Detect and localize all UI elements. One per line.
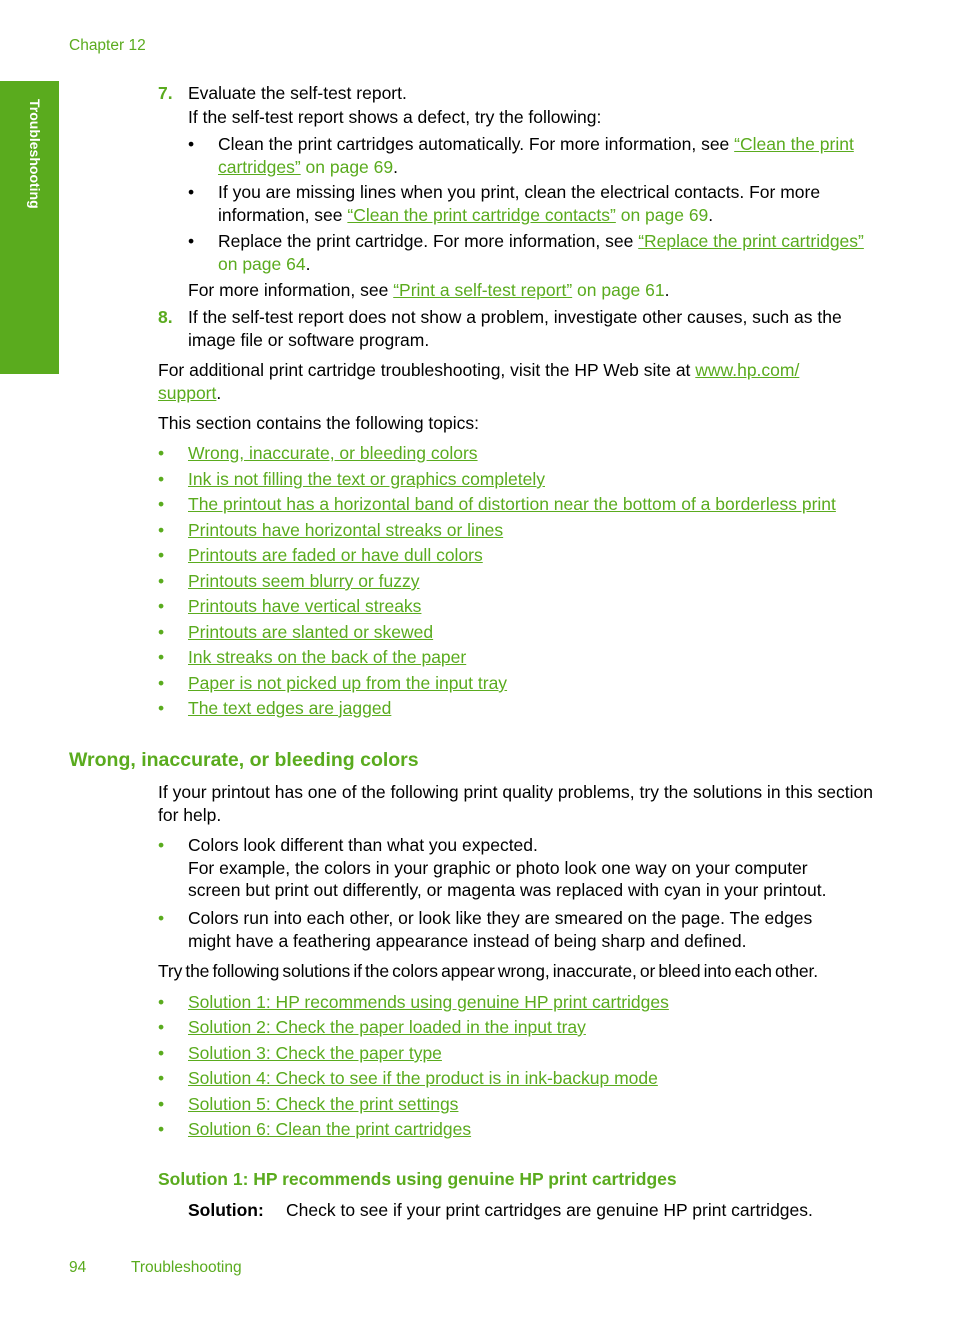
step-number: 8. xyxy=(158,307,173,327)
topic-link[interactable]: Printouts seem blurry or fuzzy xyxy=(188,571,420,591)
sub-heading: Solution 1: HP recommends using genuine HP print cartridges xyxy=(158,1169,677,1189)
step-text: If the self-test report does not show a problem, investigate other causes, such as the image file or software program. xyxy=(188,307,842,350)
bullet: • xyxy=(158,1017,165,1037)
link-hp-support[interactable]: www.hp.com/ xyxy=(695,360,800,380)
bullet: • xyxy=(158,1119,165,1139)
topic-link[interactable]: Printouts have horizontal streaks or lines xyxy=(188,520,504,540)
bullet: • xyxy=(158,469,165,489)
bullet-text: Replace the print cartridge. For more information, see “Replace the print cartridges” on page 64. xyxy=(218,231,864,274)
try-text: Try the following solutions if the colors appear wrong, inaccurate, or bleed into each other. xyxy=(158,961,818,981)
bullet: • xyxy=(158,1094,165,1114)
bullet: • xyxy=(158,908,165,928)
web-paragraph: For additional print cartridge troubleshooting, visit the HP Web site at www.hp.com/ support. xyxy=(158,360,800,403)
bullet: • xyxy=(158,596,165,616)
solution-link[interactable]: Solution 4: Check to see if the product is in ink-backup mode xyxy=(188,1068,658,1088)
solution-link[interactable]: Solution 6: Clean the print cartridges xyxy=(188,1119,472,1139)
side-tab xyxy=(0,81,59,374)
bullet: • xyxy=(158,494,165,514)
topic-link[interactable]: The text edges are jagged xyxy=(188,698,392,718)
topic-link[interactable]: Wrong, inaccurate, or bleeding colors xyxy=(188,443,478,463)
bullet: • xyxy=(158,622,165,642)
topic-link[interactable]: Ink streaks on the back of the paper xyxy=(188,647,467,667)
solution-link[interactable]: Solution 2: Check the paper loaded in the input tray xyxy=(188,1017,586,1037)
solution-link[interactable]: Solution 5: Check the print settings xyxy=(188,1094,459,1114)
topic-link[interactable]: Ink is not filling the text or graphics completely xyxy=(188,469,545,489)
bullet: • xyxy=(158,698,165,718)
bullet: • xyxy=(158,673,165,693)
topics-intro: This section contains the following topics: xyxy=(158,413,479,433)
footer-title: Troubleshooting xyxy=(131,1259,242,1276)
step-intro: If the self-test report shows a defect, try the following: xyxy=(188,107,602,127)
problem-item: Colors look different than what you expected. For example, the colors in your graphic or photo look one way on your computer screen but print out differently, or magenta was replaced with cyan in your printout. xyxy=(188,835,827,900)
section-heading: Wrong, inaccurate, or bleeding colors xyxy=(69,749,419,771)
chapter-label: Chapter 12 xyxy=(69,37,146,54)
bullet: • xyxy=(188,231,195,251)
topic-link[interactable]: The printout has a horizontal band of distortion near the bottom of a borderless print xyxy=(188,494,836,514)
bullet: • xyxy=(158,992,165,1012)
page-number: 94 xyxy=(69,1259,87,1276)
topic-link[interactable]: Printouts have vertical streaks xyxy=(188,596,422,616)
link-hp-support-2[interactable]: support xyxy=(158,382,217,403)
step-number: 7. xyxy=(158,83,173,103)
topic-link[interactable]: Printouts are faded or have dull colors xyxy=(188,545,483,565)
link-clean-cartridges[interactable]: “Clean the print cartridges” xyxy=(218,134,854,177)
solution-label: Solution: xyxy=(188,1200,264,1220)
topic-link[interactable]: Printouts are slanted or skewed xyxy=(188,622,434,642)
bullet: • xyxy=(158,520,165,540)
problem-item: Colors run into each other, or look like they are smeared on the page. The edges might have a feathering appearance instead of being sharp and defined. xyxy=(188,908,813,951)
bullet: • xyxy=(158,835,165,855)
solution-text: Check to see if your print cartridges are genuine HP print cartridges. xyxy=(286,1200,813,1220)
link-self-test-report[interactable]: “Print a self-test report” xyxy=(393,280,573,300)
step-title: Evaluate the self-test report. xyxy=(188,83,407,103)
more-info: For more information, see “Print a self-test report” on page 61. xyxy=(188,280,670,300)
bullet: • xyxy=(158,1068,165,1088)
section-intro: If your printout has one of the following print quality problems, try the solutions in this section for help. xyxy=(158,782,873,825)
bullet-text: If you are missing lines when you print, clean the electrical contacts. For more information, see “Clean the print cartridge contacts” on page 69. xyxy=(218,182,821,225)
bullet: • xyxy=(158,443,165,463)
solution-link[interactable]: Solution 3: Check the paper type xyxy=(188,1043,442,1063)
bullet: • xyxy=(188,182,195,202)
bullet: • xyxy=(158,1043,165,1063)
bullet-text: Clean the print cartridges automatically. For more information, see “Clean the print cartridges” on page 69. xyxy=(218,134,854,177)
link-replace-cartridges[interactable]: “Replace the print cartridges” xyxy=(638,231,864,251)
solution-link[interactable]: Solution 1: HP recommends using genuine HP print cartridges xyxy=(188,992,669,1012)
bullet: • xyxy=(158,647,165,667)
side-tab-label: Troubleshooting xyxy=(27,99,43,209)
bullet: • xyxy=(188,134,195,154)
topic-link[interactable]: Paper is not picked up from the input tray xyxy=(188,673,508,693)
bullet: • xyxy=(158,545,165,565)
link-clean-contacts[interactable]: “Clean the print cartridge contacts” xyxy=(347,204,616,225)
bullet: • xyxy=(158,571,165,591)
